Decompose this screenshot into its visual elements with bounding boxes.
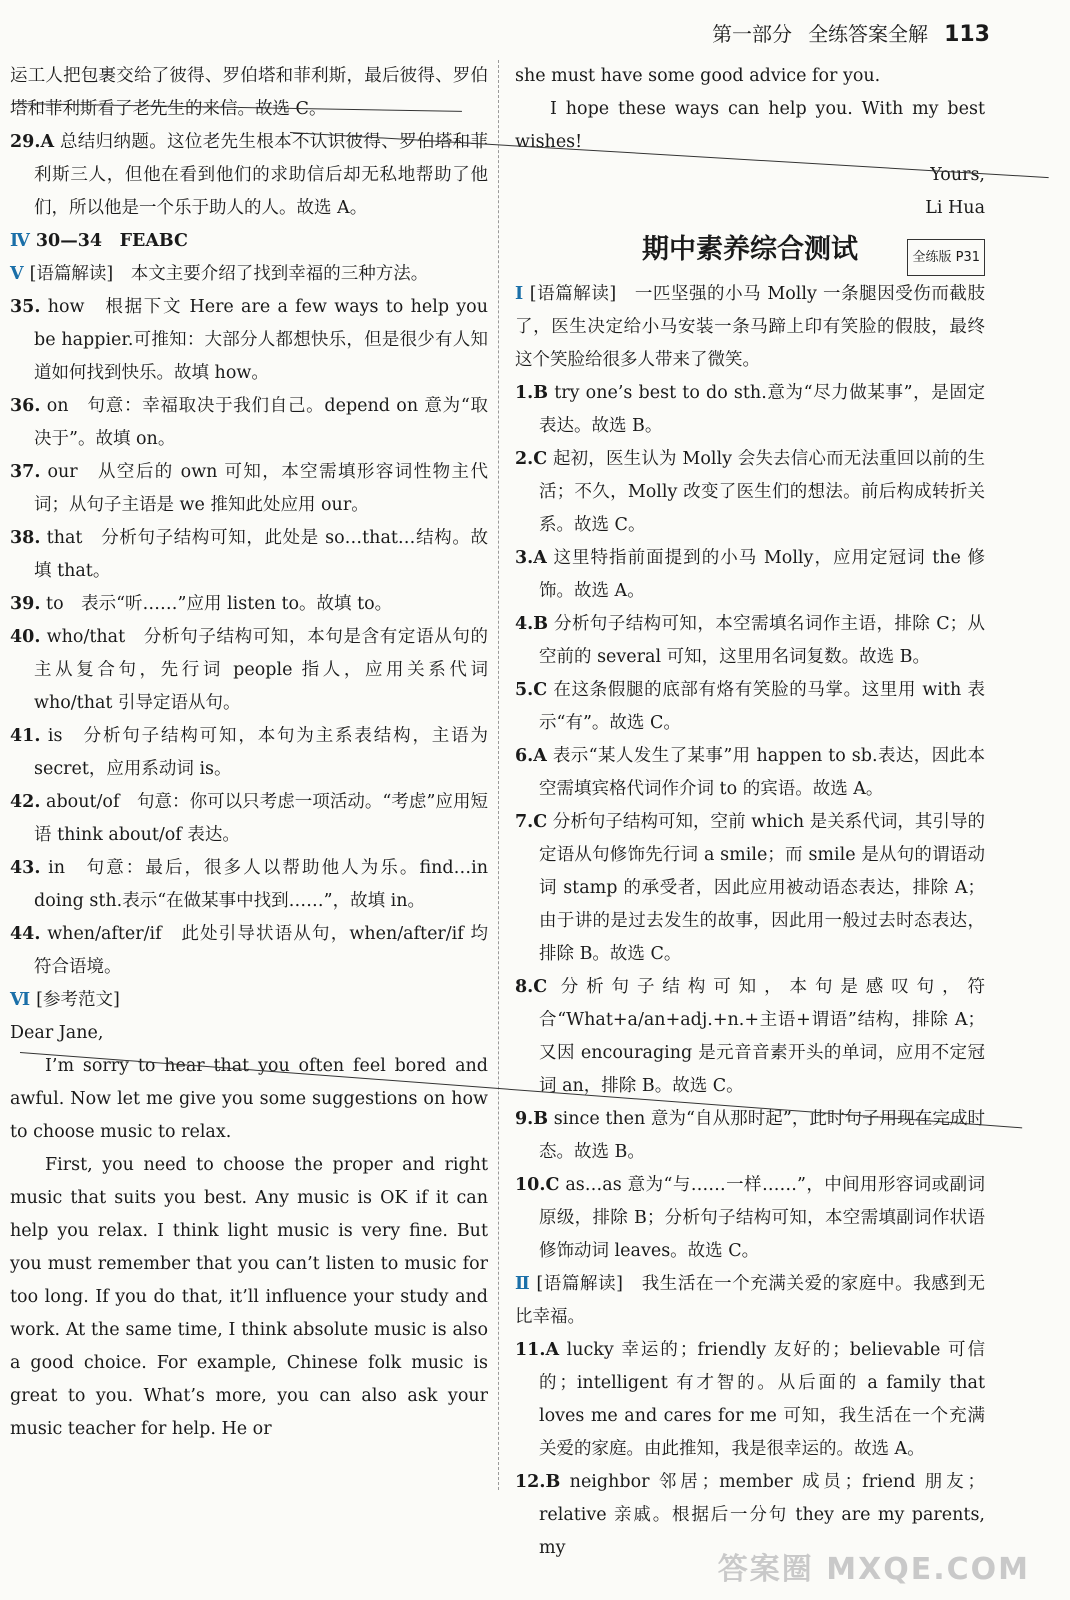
answer-item	[10, 720, 488, 786]
letter-paragraph-2-continued: she must have some good advice for you.	[515, 66, 881, 86]
answer-number: 5.C	[515, 680, 548, 700]
answer-item	[515, 608, 985, 674]
answer-explanation: on 句意：幸福取决于我们自己。depend on 意为“取决于”。故填 on。	[34, 396, 488, 449]
answer-item	[515, 740, 985, 806]
answer-explanation: how 根据下文 Here are a few ways to help you be happier.可推知：大部分人都想快乐，但是很少有人知道如何找到快乐。故填 how。	[34, 297, 488, 383]
continuation-text: 运工人把包裹交给了彼得、罗伯塔和菲利斯，最后彼得、罗伯塔和菲利斯看了老先生的来信。故选 C。	[10, 66, 488, 119]
answer-item	[10, 291, 488, 390]
section-text: [参考范文]	[36, 990, 120, 1010]
answer-number: 41.	[10, 726, 41, 746]
section-mark: Ⅴ	[10, 264, 24, 284]
answer-number: 4.B	[515, 614, 549, 634]
test-title-text: 期中素养综合测试	[642, 234, 858, 265]
section-heading	[515, 1268, 985, 1334]
sample-letter-continued	[515, 60, 985, 225]
page-number: 113	[944, 22, 990, 47]
answer-number: 35.	[10, 297, 41, 317]
answer-number: 12.B	[515, 1472, 561, 1492]
answer-number: 40.	[10, 627, 41, 647]
answer-explanation: neighbor 邻居；member 成员；friend 朋友；relative 亲戚。根据后一分句 they are my parents, my	[539, 1472, 985, 1558]
section-mark: Ⅰ	[515, 284, 524, 304]
letter-signature: Li Hua	[925, 198, 985, 218]
answer-item	[10, 786, 488, 852]
answer-item	[10, 621, 488, 720]
answer-number: 29.A	[10, 132, 55, 152]
answer-explanation: to 表示“听……”应用 listen to。故填 to。	[46, 594, 393, 614]
answer-number: 38.	[10, 528, 41, 548]
answer-explanation: in 句意：最后，很多人以帮助他人为乐。find…in doing sth.表示“在做某事中找到……”，故填 in。	[34, 858, 488, 911]
letter-paragraph-2: First, you need to choose the proper and right music that suits you best. Any music is OK if it can help you relax. I think light music is very fine. But you must remember that you can’t listen to music for too long. If you do that, it’ll influence your study and work. At the same time, I think absolute music is also a good choice. For example, Chinese folk music is great to you. What’s more, you can also ask your music teacher for help. He or	[10, 1155, 488, 1439]
answer-item	[515, 1169, 985, 1268]
answer-item	[515, 1334, 985, 1466]
answer-explanation: 分析句子结构可知，本空需填名词作主语，排除 C；从空前的 several 可知，这里用名词复数。故选 B。	[539, 614, 985, 667]
header-title: 全练答案全解	[808, 22, 929, 46]
section-text: [语篇解读] 本文主要介绍了找到幸福的三种方法。	[29, 264, 429, 284]
answer-number: 11.A	[515, 1340, 560, 1360]
answer-number: 43.	[10, 858, 41, 878]
answer-explanation: lucky 幸运的；friendly 友好的；believable 可信的；intelligent 有才智的。从后面的 a family that loves me and cares for me 可知，我生活在一个充满关爱的家庭。由此推知，我是很幸运的。故选 A。	[539, 1340, 985, 1459]
answer-number: 10.C	[515, 1175, 560, 1195]
answer-explanation: 分析句子结构可知，空前 which 是关系代词，其引导的定语从句修饰先行词 a smile；而 smile 是从句的谓语动词 stamp 的承受者，因此应用被动语态表达，排除 A；由于讲的是过去发生的故事，因此用一般过去时态表达，排除 B。故选 C。	[539, 812, 985, 964]
answer-explanation: our 从空后的 own 可知，本空需填形容词性物主代词；从句子主语是 we 推知此处应用 our。	[34, 462, 488, 515]
answer-item	[515, 806, 985, 971]
answer-item	[10, 456, 488, 522]
section-mark: Ⅳ	[10, 231, 30, 251]
answer-number: 3.A	[515, 548, 547, 568]
header-section: 第一部分	[712, 22, 793, 46]
answer-number: 37.	[10, 462, 41, 482]
answer-explanation: try one’s best to do sth.意为“尽力做某事”，是固定表达。故选 B。	[539, 383, 985, 436]
section-text: 30—34 FEABC	[35, 231, 188, 251]
answer-explanation: about/of 句意：你可以只考虑一项活动。“考虑”应用短语 think about/of 表达。	[34, 792, 488, 845]
answer-number: 8.C	[515, 977, 548, 997]
answer-item	[515, 971, 985, 1103]
answer-item	[10, 522, 488, 588]
test-title	[515, 233, 985, 266]
section-mark: Ⅵ	[10, 990, 31, 1010]
answer-explanation: who/that 分析句子结构可知，本句是含有定语从句的主从复合句，先行词 people 指人，应用关系代词 who/that 引导定语从句。	[34, 627, 488, 713]
letter-paragraph-3: I hope these ways can help you. With my best wishes!	[515, 99, 985, 152]
answer-item	[515, 674, 985, 740]
section-heading	[10, 258, 488, 291]
answer-number: 36.	[10, 396, 41, 416]
left-column	[10, 60, 488, 1446]
answer-explanation: when/after/if 此处引导状语从句，when/after/if 均符合语境。	[34, 924, 488, 977]
answer-item	[10, 390, 488, 456]
answer-explanation: that 分析句子结构可知，此处是 so…that…结构。故填 that。	[34, 528, 488, 581]
letter-closing: Yours,	[930, 165, 985, 185]
section-heading	[10, 225, 488, 258]
answer-explanation: 分析句子结构可知，本句是感叹句，符合“What+a/an+adj.+n.+主语+谓语”结构，排除 A；又因 encouraging 是元音音素开头的单词，应用不定冠词 an，排除 B。故选 C。	[539, 977, 985, 1096]
answer-explanation: since then 意为“自从那时起”，此时句子用现在完成时态。故选 B。	[539, 1109, 985, 1162]
answer-item	[10, 588, 488, 621]
answer-number: 6.A	[515, 746, 547, 766]
page-header	[712, 18, 990, 47]
watermark: 答案圈 MXQE.COM	[717, 1552, 1030, 1587]
answer-item	[515, 1103, 985, 1169]
section-text: [语篇解读] 我生活在一个充满关爱的家庭中。我感到无比幸福。	[515, 1274, 986, 1327]
answer-item	[515, 542, 985, 608]
answer-number: 7.C	[515, 812, 548, 832]
letter-paragraph-1: I’m sorry to hear that you often feel bored and awful. Now let me give you some suggestions on how to choose music to relax.	[10, 1056, 488, 1142]
answer-number: 1.B	[515, 383, 549, 403]
section-heading	[515, 278, 985, 377]
right-answer-list	[515, 278, 985, 1565]
letter-greeting: Dear Jane,	[10, 1023, 104, 1043]
answer-explanation: is 分析句子结构可知，本句为主系表结构，主语为 secret，应用系动词 is。	[34, 726, 488, 779]
section-mark: Ⅱ	[515, 1274, 531, 1294]
answer-explanation: as…as 意为“与……一样……”，中间用形容词或副词原级，排除 B；分析句子结构可知，本空需填副词作状语修饰动词 leaves。故选 C。	[539, 1175, 985, 1261]
answer-item	[10, 852, 488, 918]
answer-item	[515, 443, 985, 542]
answer-explanation: 起初，医生认为 Molly 会失去信心而无法重回以前的生活；不久，Molly 改变了医生们的想法。前后构成转折关系。故选 C。	[539, 449, 985, 535]
test-tag: 全练版 P31	[907, 239, 985, 276]
answer-item	[515, 377, 985, 443]
answer-number: 39.	[10, 594, 41, 614]
section-heading	[10, 984, 488, 1017]
answer-number: 2.C	[515, 449, 548, 469]
answer-number: 42.	[10, 792, 41, 812]
section-text: [语篇解读] 一匹坚强的小马 Molly 一条腿因受伤而截肢了，医生决定给小马安装一条马蹄上印有笑脸的假肢，最终这个笑脸给很多人带来了微笑。	[515, 284, 985, 370]
answer-item	[10, 918, 488, 984]
answer-number: 9.B	[515, 1109, 549, 1129]
column-divider	[498, 60, 499, 1490]
answer-number: 44.	[10, 924, 41, 944]
right-column	[515, 60, 985, 1565]
answer-explanation: 在这条假腿的底部有烙有笑脸的马掌。这里用 with 表示“有”。故选 C。	[539, 680, 985, 733]
answer-item	[10, 126, 488, 225]
left-answer-list	[10, 60, 488, 1017]
answer-explanation: 表示“某人发生了某事”用 happen to sb.表达，因此本空需填宾格代词作介词 to 的宾语。故选 A。	[539, 746, 985, 799]
answer-explanation: 总结归纳题。这位老先生根本不认识彼得、罗伯塔和菲利斯三人，但他在看到他们的求助信后却无私地帮助了他们，所以他是一个乐于助人的人。故选 A。	[34, 132, 488, 218]
answer-explanation: 这里特指前面提到的小马 Molly，应用定冠词 the 修饰。故选 A。	[539, 548, 985, 601]
